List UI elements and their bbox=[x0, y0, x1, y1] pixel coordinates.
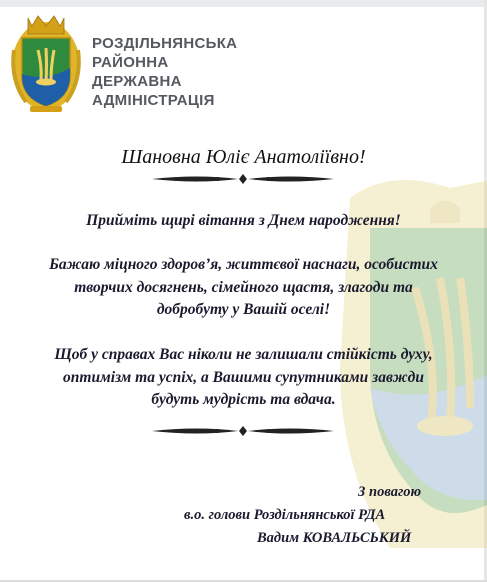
org-line: РАЙОННА bbox=[92, 54, 169, 71]
ornament-divider-top bbox=[148, 172, 338, 186]
paragraph-line: творчих досягнень, сімейного щастя, злагоди та bbox=[74, 278, 413, 296]
paragraph-wishes-intro bbox=[0, 210, 487, 233]
signature-name: Вадим КОВАЛЬСЬКИЙ bbox=[257, 530, 412, 546]
greeting: Шановна Юліє Анатоліївно! bbox=[121, 146, 366, 168]
org-line: ДЕРЖАВНА bbox=[92, 73, 182, 90]
paragraph-line: Щоб у справах Вас ніколи не залишали стійкість духу, bbox=[54, 346, 433, 363]
paragraph-line: Прийміть щирі вітання з Днем народження! bbox=[86, 212, 401, 229]
org-line: РОЗДІЛЬНЯНСЬКА bbox=[92, 35, 238, 52]
coat-of-arms-logo bbox=[8, 10, 84, 116]
paragraph-line: будуть мудрість та вдача. bbox=[151, 391, 336, 408]
paragraph-line: оптимізм та успіх, а Вашими супутниками завжди bbox=[63, 368, 424, 386]
paragraph-wishes-health bbox=[0, 254, 487, 322]
ornament-divider-bottom bbox=[148, 424, 338, 438]
signature-closing: З повагою bbox=[358, 484, 422, 500]
paragraph-line: добробуту у Вашій оселі! bbox=[156, 301, 331, 318]
signature-position: в.о. голови Роздільнянської РДА bbox=[184, 507, 386, 523]
org-line: АДМІНІСТРАЦІЯ bbox=[92, 92, 215, 109]
organization-name bbox=[92, 34, 237, 110]
paragraph-wishes-success bbox=[0, 344, 487, 412]
top-border bbox=[0, 0, 487, 7]
paragraph-line: Бажаю міцного здоров’я, життєвої наснаги, особистих bbox=[49, 256, 438, 273]
